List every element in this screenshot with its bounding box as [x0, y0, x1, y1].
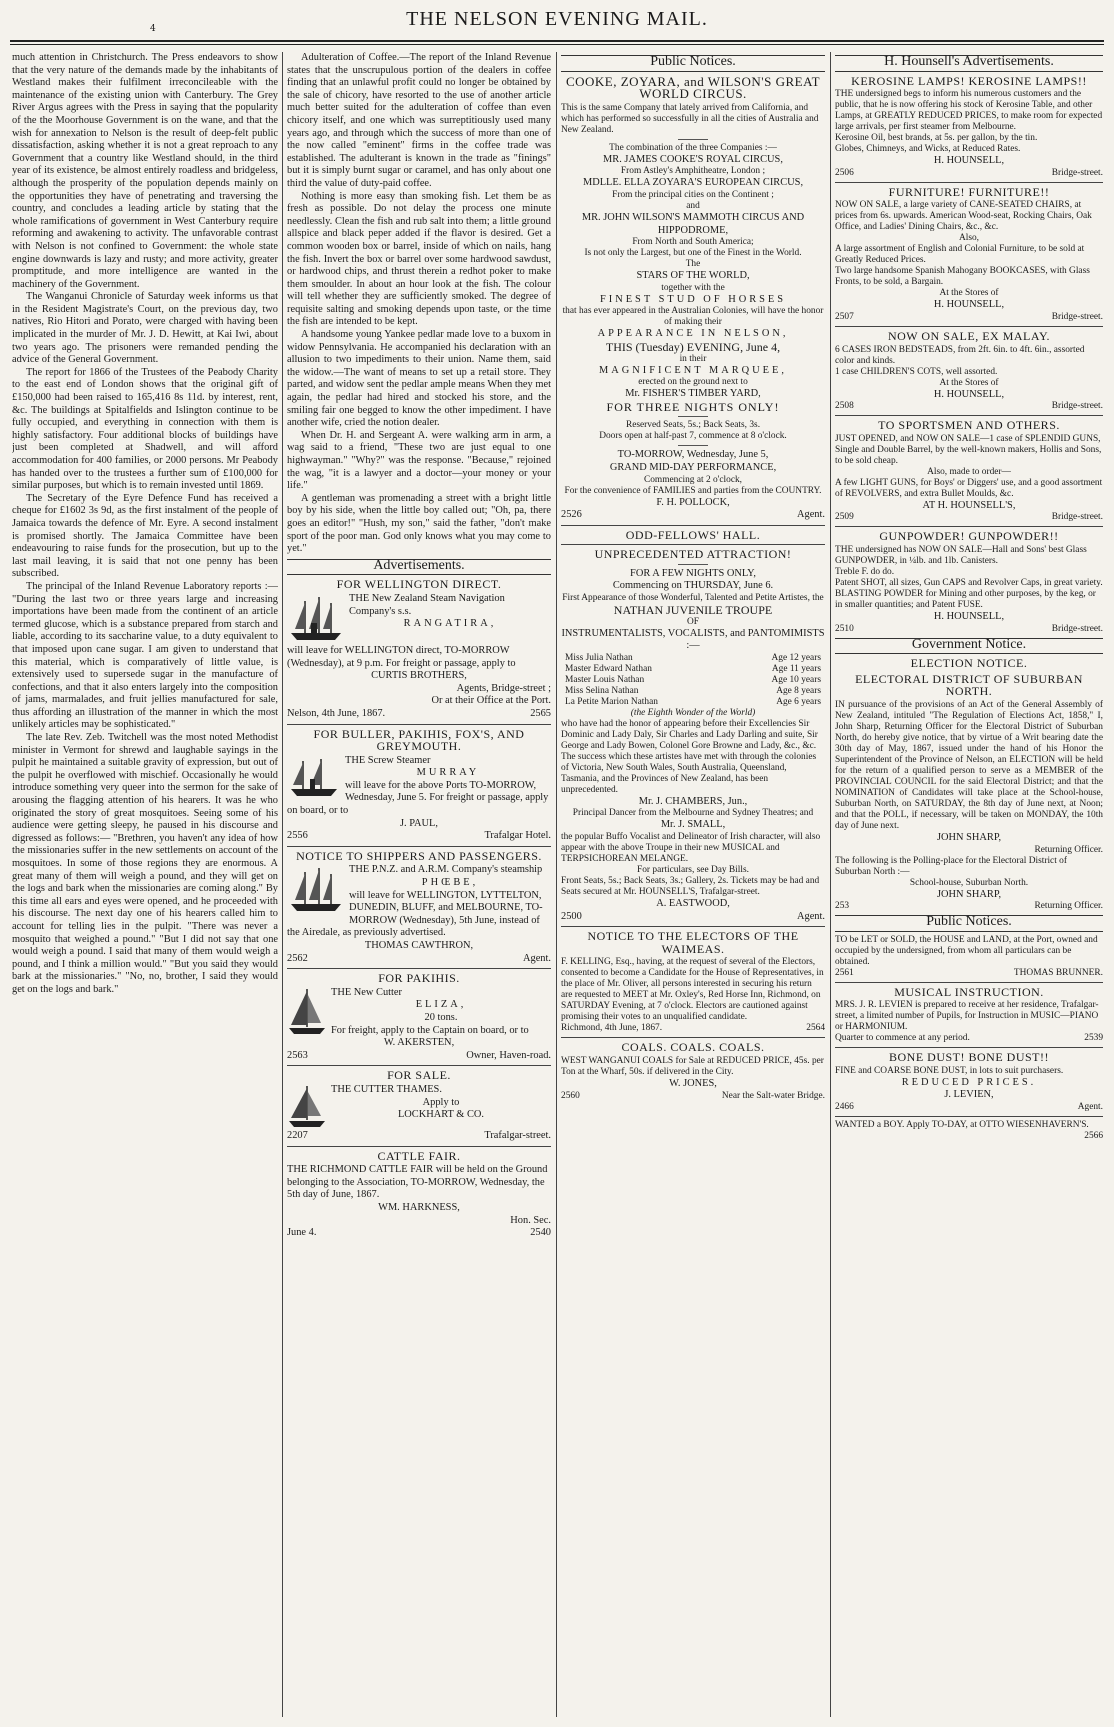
- ad-line: The: [685, 259, 701, 270]
- ad-malay: [835, 330, 1103, 412]
- ad-number: 2565: [530, 707, 551, 719]
- ad-line: Reserved Seats, 5s.; Back Seats, 3s.: [625, 420, 761, 431]
- ad-line: For particulars, see Day Bills.: [637, 865, 749, 876]
- ad-line: MAGNIFICENT MARQUEE,: [599, 364, 787, 376]
- ad-agent: W. JONES,: [669, 1078, 717, 1089]
- ad-line: Mr. FISHER'S TIMBER YARD,: [625, 388, 761, 400]
- ad-line: REDUCED PRICES.: [901, 1076, 1037, 1088]
- ad-title: ELECTION NOTICE.: [910, 656, 1028, 671]
- ad-place: Bridge-street.: [1051, 311, 1103, 322]
- ad-line: School-house, Suburban North.: [909, 877, 1029, 888]
- ad-number: 2466: [835, 1102, 854, 1113]
- ad-title: KEROSINE LAMPS! KEROSINE LAMPS!!: [851, 73, 1087, 88]
- ad-election: [835, 657, 1103, 912]
- ad-date: Richmond, 4th June, 1867.: [561, 1023, 663, 1034]
- cast-row: Miss Selina Nathan Age 8 years: [565, 685, 821, 696]
- ad-title: NOTICE TO SHIPPERS AND PASSENGERS.: [296, 848, 542, 863]
- ad-line: At the Stores of: [939, 377, 999, 388]
- ad-line: THIS (Tuesday) EVENING, June 4,: [605, 339, 781, 354]
- ad-line: Commencing at 2 o'clock,: [643, 474, 743, 485]
- ad-body: WEST WANGANUI COALS for Sale at REDUCED PRICE, 45s. per Ton at the Wharf, 50s. if delivered in the City.: [561, 1056, 824, 1077]
- ad-line: Also,: [958, 233, 980, 244]
- ad-furniture: [835, 186, 1103, 323]
- ad-apply: Apply to: [422, 1096, 460, 1108]
- ad-title: NOW ON SALE, EX MALAY.: [887, 328, 1051, 343]
- ad-role: Agent.: [1077, 1102, 1103, 1113]
- ad-line: GRAND MID-DAY PERFORMANCE,: [609, 461, 777, 473]
- ad-number: 2540: [530, 1227, 551, 1239]
- ad-number: 2509: [835, 512, 854, 523]
- ad-body: JUST OPENED, and NOW ON SALE—1 case of SPLENDID GUNS, Single and Double Barrel, by the well-known makers, Hollis and Sons, to be sold cheap.: [835, 433, 1102, 466]
- ad-agent: THOMAS BRUNNER.: [1013, 967, 1103, 978]
- ship-tonnage: 20 tons.: [424, 1011, 458, 1023]
- section-heading: Advertisements.: [287, 559, 551, 576]
- ad-line: INSTRUMENTALISTS, VOCALISTS, and PANTOMIMISTS :—: [561, 627, 825, 652]
- ad-line: Globes, Chimneys, and Wicks, at Reduced Rates.: [835, 144, 1021, 155]
- ad-boy: [835, 1120, 1103, 1142]
- ad-number: 2508: [835, 401, 854, 412]
- ad-title: COOKE, ZOYARA, and WILSON'S GREAT WORLD CIRCUS.: [565, 73, 821, 102]
- masthead-rule-thin: [10, 44, 1104, 45]
- ad-place: Trafalgar-street.: [484, 1129, 551, 1141]
- ad-place: Bridge-street.: [1051, 167, 1103, 178]
- ad-number: 2500: [561, 910, 582, 922]
- ad-number: 2564: [806, 1023, 825, 1034]
- article-paragraph: The report for 1866 of the Trustees of the Peabody Charity to the east end of London shows that the original gift of £150,000 had been raised to 165,416 8s 11d. by interest, rent, &c. The buildings at Spitalfields and Islington continue to be fully occupied, and everything in connection with them is highly satisfactory. Four additional blocks of buildings have just been completed at Shadwell, and will afford accommodation for 400 families, or 2000 persons. Mr Peabody has handed over to the trustees a further sum of £100,000 for similar purposes, but which is to remain invested until 1869.: [12, 366, 278, 492]
- ad-text: THE New Cutter: [331, 986, 402, 998]
- ad-title: TO SPORTSMEN AND OTHERS.: [878, 418, 1060, 433]
- ad-agent: H. HOUNSELL,: [933, 610, 1005, 622]
- ad-number: 2506: [835, 167, 854, 178]
- ad-line: 1 case CHILDREN'S COTS, well assorted.: [835, 366, 998, 377]
- ad-agent: LOCKHART & CO.: [397, 1109, 485, 1121]
- cast-row: Master Edward Nathan Age 11 years: [565, 663, 821, 674]
- ad-title: FOR PAKIHIS.: [378, 971, 460, 986]
- ad-line: For the convenience of FAMILIES and parties from the COUNTRY.: [564, 485, 822, 496]
- ad-title: COALS. COALS. COALS.: [621, 1040, 765, 1055]
- ad-bone: [835, 1051, 1103, 1113]
- ad-title: BONE DUST! BONE DUST!!: [889, 1050, 1049, 1065]
- ad-role: Agent.: [797, 910, 825, 922]
- ad-line: BLASTING POWDER for Mining and other purposes, by the keg, or in smaller quantities; and Patent FUSE.: [835, 588, 1096, 610]
- cast-row: Miss Julia Nathan Age 12 years: [565, 652, 821, 663]
- ad-line: FOR THREE NIGHTS ONLY!: [606, 399, 780, 414]
- ad-line: Commencing on THURSDAY, June 6.: [612, 580, 774, 592]
- ad-body: For freight, apply to the Captain on board, or to: [331, 1024, 529, 1036]
- ad-title: FURNITURE! FURNITURE!!: [888, 184, 1050, 199]
- column-3: [561, 52, 825, 1717]
- ad-place: Trafalgar Hotel.: [484, 830, 551, 842]
- ad-body: MRS. J. R. LEVIEN is prepared to receive at her residence, Trafalgar-street, a limited number of Pupils, for Instruction in MUSIC—PIANO or HARMONIUM.: [835, 1000, 1099, 1033]
- ad-line: FOR A FEW NIGHTS ONLY,: [630, 567, 756, 579]
- ad-body: IN pursuance of the provisions of an Act of the General Assembly of New Zealand, intituled "The Regulation of Elections Act, 1858," I, John Sharp, Returning Officer for the Electoral District of Suburban North, do hereby give notice, that by virtue of a Writ bearing date the 30th day of May, 1867, issued under the hand of his Honor the Superintendent of the Province of Nelson, an ELECTION will be held for the return of a qualified person to serve as a MEMBER of the PROVINCIAL COUNCIL for the said Electoral District; and that the NOMINATION of Candidates will take place at the School-house, Suburban North, on SATURDAY, the 8th day of June next, at Noon; and that the POLL, if necessary, will be taken on MONDAY, the 10th day of June next.: [835, 699, 1103, 831]
- ad-body: FINE and COARSE BONE DUST, in lots to suit purchasers.: [835, 1065, 1064, 1076]
- ship-name: MURRAY: [416, 767, 480, 779]
- ad-number: 2507: [835, 311, 854, 322]
- ad-coals: [561, 1041, 825, 1101]
- ad-body: TO be LET or SOLD, the HOUSE and LAND, at the Port, owned and occupied by the undersigned, from whom all particulars can be obtained.: [835, 934, 1098, 967]
- ad-buller: [287, 728, 551, 843]
- ad-number: 2207: [287, 1129, 308, 1141]
- ad-place: Bridge-street.: [1051, 401, 1103, 412]
- ad-oddfellows: [561, 529, 825, 924]
- ad-text: THE Screw Steamer: [345, 754, 431, 766]
- ad-text: THE New Zealand Steam Navigation Company's s.s.: [349, 592, 505, 617]
- page-mark: 4: [150, 24, 156, 34]
- ad-title: FOR SALE.: [387, 1068, 451, 1083]
- ad-line: Two large handsome Spanish Mahogany BOOKCASES, with Glass Fronts, to be sold, a Bargain.: [835, 266, 1090, 288]
- article-paragraph: A gentleman was promenading a street with a bright little boy by his side, when the little boy called out; "Oh, pa, there goes an editor!" "Hush, my son," said the father, "don't make sport of the poor man. God only knows what you may come to yet.": [287, 492, 551, 555]
- ad-line: From the principal cities on the Continent ;: [612, 189, 774, 200]
- ad-body: WANTED a BOY. Apply TO-DAY, at OTTO WIESENHAVERN'S.: [835, 1120, 1089, 1131]
- ad-line: At the Stores of: [939, 288, 999, 299]
- ad-number: 2556: [287, 830, 308, 842]
- cutter-icon: [287, 987, 327, 1037]
- ad-agent: F. H. POLLOCK,: [656, 496, 730, 508]
- ad-body: THE RICHMOND CATTLE FAIR will be held on the Ground belonging to the Association, TO-MORROW, Wednesday, the 5th day of June, 1867.: [287, 1164, 548, 1201]
- ad-line: that has ever appeared in the Australian Colonies, will have the honor of making their: [562, 306, 824, 328]
- ad-number: 253: [835, 901, 850, 912]
- ad-body: NOW ON SALE, a large variety of CANE-SEATED CHAIRS, at prices from 6s. upwards. American Wood-seat, Rocking Chairs, Oak Office, and Ladies' Dining Chairs, &c., &c.: [835, 200, 1092, 233]
- article-paragraph: The principal of the Inland Revenue Laboratory reports :— "During the last two or three years large and increasing importations have been made from the continent of an article termed glucose, which is a substance prepared from starch and liable, according to its saccharine value, to a duty equivalent to that imposed upon cane sugar. I am given to understand that this material, which is comparatively of little value, is extensively used to supersede sugar in the manufacture of confections, and that it also enters largely into the composition of jams, marmalades, and fruit jellies manufactured for sale, thus affording an illustration of the manner in which the most unlikely articles may be sophisticated.": [12, 580, 278, 731]
- column-2: [287, 52, 551, 1717]
- section-heading: Public Notices.: [835, 915, 1103, 932]
- ad-date: Nelson, 4th June, 1867.: [287, 707, 386, 719]
- ad-line: ELECTORAL DISTRICT OF SUBURBAN NORTH.: [855, 671, 1083, 699]
- ad-title: ODD-FELLOWS' HALL.: [625, 527, 761, 542]
- steamship-icon: [287, 593, 345, 645]
- article-paragraph: much attention in Christchurch. The Press endeavors to show that the very nature of the demands made by the inhabitants of Westland makes their fulfilment irreconcileable with the maintenance of the existing union with Canterbury. The Grey River Argus agrees with the Press in saying that the popularity of the the Moorhouse Government is on the wane, and that the wish for annexation to Nelson is the result of deep-felt public dissatisfaction, asking whether it is not a great reproach to any Government that a country like Westland should, in the third year of its existence, be almost entirely roadless and bridgeless, although the prosperity of the population depends mainly on the opportunities they have of penetrating and traversing the country, and concludes a leading article by stating that the whole ramifications of government in West Canterbury require reforming and awakening to activity. The unfavorable contrast with Nelson is not confined to Government: the whole state engine downwards is lazy and rusty; and more activity, greater promptitude, and more intelligence are wanted in the machinery of the Government.: [12, 52, 278, 290]
- ad-title: CATTLE FAIR.: [377, 1148, 461, 1163]
- ad-house: [835, 935, 1103, 979]
- steamship-icon: [287, 864, 345, 916]
- article-paragraph: A handsome young Yankee pedlar made love to a buxom in widow Pennsylvania. He accompanied his declaration with an allusion to two impediments to their union. Name them, said the widow.—The want of means to set up a retail store. They parted, and widow sent the pedlar ample means When they met again, the pedlar had hired and stocked his store, and the smiling fair one begged to know the other impediment. I have another wife, cried the notion dealer.: [287, 329, 551, 429]
- ad-body: 6 CASES IRON BEDSTEADS, from 2ft. 6in. to 4ft. 6in., assorted color and kinds.: [835, 344, 1085, 366]
- ad-line: UNPRECEDENTED ATTRACTION!: [594, 547, 792, 562]
- ad-line: Mr. J. SMALL,: [660, 819, 726, 831]
- ad-title: FOR BULLER, PAKIHIS, FOX'S, AND GREYMOUTH.: [313, 726, 525, 754]
- ad-agent-detail: Agents, Bridge-street ;: [456, 682, 551, 694]
- ad-line: STARS OF THE WORLD,: [636, 270, 750, 282]
- ad-agent: J. LEVIEN,: [944, 1089, 994, 1101]
- ad-line: MR. JOHN WILSON'S MAMMOTH CIRCUS AND HIPPODROME,: [581, 211, 805, 236]
- ad-role: Agent.: [523, 952, 551, 964]
- article-paragraph: Adulteration of Coffee.—The report of the Inland Revenue states that the unscrupulous portion of the dealers in coffee finding that an unlawful profit could no longer be obtained by the sale of chicory, have resorted to the use of another article much better suited for the adulteration of coffee than even chicory itself, and one which was surreptitiously used many years ago, and through which the success of more than one of the now called "eminent" firms in the coffee trade was established. The adulterant is known in the trade as "finings" but it is simply burnt sugar or caramel, and has only about one third the value of duty-paid coffee.: [287, 52, 551, 189]
- ad-place: Bridge-street.: [1051, 512, 1103, 523]
- ad-number: 2566: [1084, 1131, 1103, 1142]
- cast-row: La Petite Marion Nathan Age 6 years: [565, 696, 821, 707]
- ad-date: June 4.: [287, 1227, 317, 1239]
- ad-number: 2539: [1084, 1033, 1103, 1044]
- ad-body: will leave for WELLINGTON, LYTTELTON, DUNEDIN, BLUFF, and MELBOURNE, TO-MORROW (Wednesday), 5th June, instead of the Airedale, as previously advertised.: [287, 889, 543, 939]
- column-1: [12, 52, 278, 1717]
- ad-body: will leave for WELLINGTON direct, TO-MORROW (Wednesday), at 9 p.m. For freight or passage, apply to: [287, 644, 516, 669]
- ad-line: The following is the Polling-place for the Electoral District of Suburban North :—: [835, 855, 1067, 877]
- ad-line: Patent SHOT, all sizes, Gun CAPS and Revolver Caps, in great variety.: [835, 577, 1103, 588]
- ad-role: Returning Officer.: [1034, 844, 1103, 855]
- article-paragraph: The late Rev. Zeb. Twitchell was the most noted Methodist minister in Vermont for shrewd and laughable sayings in the pulpit he maintained a suitable gravity of expression, but out of the pulpit he overflowed with mischief. Occasionally he would introduce something very queer into the sermon for the sake of arousing the flagging attention of his hearers. It was he who originated the story of great mosquitoes. Seeing some of his audience were getting sleepy, he paused in his discourse and digressed as follows:— "Brethren, you haven't any idea of how the missionaries suffer in the new settlements on account of the mosquitoes. In some of those regions they are enormous. A great many of them will weigh a pound, and they will get on the logs and bark when the missionaries are coming along." By this time all ears and eyes were opened, and he proceeded with his discourse. The next day one of his hearers called him to account for telling lies in the pulpit. "There was never a mosquito that weighed a pound." "But I did not say that one would weigh a pound. I said that many of them would weigh a pound, and I think a million would." "But you said they would bark at the missionaries." "No, no, brother, I said they would get on the logs and bark.": [12, 732, 278, 995]
- ad-line: together with the: [661, 282, 725, 293]
- ad-line: NATHAN JUVENILE TROUPE: [613, 603, 773, 618]
- ad-line: FINEST STUD OF HORSES: [599, 293, 787, 305]
- article-paragraph: Nothing is more easy than smoking fish. Let them be as fresh as possible. Do not delay the process one minute needlessly. Clean the fish and rub salt into them; a little ground allspice and black peper added if the flavor is desired. Get a common wooden box or barrel, inside of which on nails, hang the fish. Invert the box or barrel over some hardwood sawdust, or hardwood chips, and thrust therein a redhot poker to make them smoulder. In about an hour look at the fish. The colour will tell whether they are sufficiently smoked. The degree of requisite salting and smoking depends upon taste, or the time the fish are intended to be kept.: [287, 190, 551, 328]
- ad-line: Doors open at half-past 7, commence at 8 o'clock.: [599, 431, 787, 442]
- ad-circus: [561, 73, 825, 522]
- masthead-rule: [10, 40, 1104, 42]
- ad-pakihis: [287, 972, 551, 1062]
- ad-number: 2510: [835, 623, 854, 634]
- ad-line: From North and South America;: [632, 237, 754, 248]
- ad-body: THE undersigned has NOW ON SALE—Hall and Sons' best Glass GUNPOWDER, in ¼lb. and 1lb. Canisters.: [835, 544, 1087, 566]
- ad-agent: J. PAUL,: [399, 817, 438, 829]
- ad-agent: JOHN SHARP,: [936, 888, 1002, 900]
- ad-line: MDLLE. ELLA ZOYARA'S EUROPEAN CIRCUS,: [582, 177, 804, 189]
- column-4: [835, 52, 1103, 1717]
- ad-body: will leave for the above Ports TO-MORROW, Wednesday, June 5. For freight or passage, apply on board, or to: [287, 779, 549, 817]
- section-heading: Government Notice.: [835, 638, 1103, 655]
- ad-line: Principal Dancer from the Melbourne and Sydney Theatres; and: [572, 808, 814, 819]
- ad-title: NOTICE TO THE ELECTORS OF THE WAIMEAS.: [587, 929, 799, 956]
- column-rule: [282, 52, 283, 1717]
- ad-role: Owner, Haven-road.: [466, 1049, 551, 1061]
- ad-shippers: [287, 850, 551, 965]
- ad-line: in their: [679, 353, 707, 364]
- ad-number: 2526: [561, 509, 582, 521]
- ad-line: TO-MORROW, Wednesday, June 5,: [617, 449, 769, 461]
- ad-line: A large assortment of English and Colonial Furniture, to be sold at Greatly Reduced Prices.: [835, 244, 1085, 266]
- ad-agent: WM. HARKNESS,: [378, 1201, 460, 1213]
- ad-number: 2560: [561, 1090, 580, 1101]
- ad-kerosine: [835, 75, 1103, 179]
- ad-line: Quarter to commence at any period.: [835, 1033, 970, 1044]
- ad-line: Kerosine Oil, best brands, at 5s. per gallon, by the tin.: [835, 133, 1038, 144]
- ad-role: Returning Officer.: [1034, 901, 1103, 912]
- ad-wellington: [287, 578, 551, 720]
- ad-line: Also, made to order—: [927, 466, 1011, 477]
- ad-number: 2561: [835, 967, 854, 978]
- column-rule: [556, 52, 557, 1717]
- ad-line: MR. JAMES COOKE'S ROYAL CIRCUS,: [603, 153, 783, 165]
- masthead-title: THE NELSON EVENING MAIL.: [406, 8, 708, 30]
- column-rule: [830, 52, 831, 1717]
- ad-agent: H. HOUNSELL,: [933, 299, 1005, 311]
- ad-office: Or at their Office at the Port.: [431, 695, 551, 707]
- article-paragraph: The Secretary of the Eyre Defence Fund has received a cheque for £1602 3s 9d, as the first instalment of the people of Jamaica towards the defence of Mr. Eyre. A second instalment is promised shortly. The Jamaica Committee have been endeavouring to raise funds for the prosecution, but up to the last mail leaving, it is said that not one penny has been subscribed.: [12, 492, 278, 580]
- ad-agent: H. HOUNSELL,: [933, 155, 1005, 167]
- ad-title: GUNPOWDER! GUNPOWDER!!: [879, 529, 1059, 544]
- ad-agent: W. AKERSTEN,: [383, 1037, 455, 1049]
- ad-line: the popular Buffo Vocalist and Delineator of Irish character, will also appear with the above Troupe in their new MUSICAL and TERPSICHOREAN MELANGE.: [561, 832, 821, 865]
- ad-text: THE P.N.Z. and A.R.M. Company's steamship: [349, 864, 543, 876]
- ship-name: PHŒBE,: [421, 877, 479, 889]
- ad-title: MUSICAL INSTRUCTION.: [894, 984, 1044, 999]
- ad-electors: [561, 930, 825, 1034]
- ship-name: ELIZA,: [415, 999, 467, 1011]
- section-heading: Public Notices.: [561, 55, 825, 72]
- ad-music: [835, 986, 1103, 1045]
- ad-line: The combination of the three Companies :—: [609, 142, 777, 153]
- cast-row: Master Louis Nathan Age 10 years: [565, 674, 821, 685]
- ad-agent: AT H. HOUNSELL'S,: [922, 499, 1016, 511]
- ad-line: Front Seats, 5s.; Back Seats, 3s.; Gallery, 2s. Tickets may be had and Seats secured at Mr. HOUNSELL'S, Trafalgar-street.: [561, 876, 820, 898]
- ad-gunpowder: [835, 530, 1103, 634]
- ad-forsale: [287, 1069, 551, 1142]
- article-paragraph: The Wanganui Chronicle of Saturday week informs us that in the Resident Magistrate's Court, on the previous day, two natives, Rio Hitori and Porato, were charged with having been implicated in the murder of Mr. J. D. Hewitt, at Kai Iwi, about two years ago. The prisoners were remanded pending the advice of the General Government.: [12, 291, 278, 366]
- ad-intro: This is the same Company that lately arrived from California, and which has performed so successfully in all the cities of Australia and New Zealand.: [561, 102, 819, 135]
- ad-body: THE undersigned begs to inform his numerous customers and the public, that he is now offering his stock of Kerosine Table, and other Lamps, at GREATLY REDUCED PRICES, to make room for expected large arrivals, per first steamer from Melbourne.: [835, 89, 1103, 133]
- ad-line: OF: [687, 616, 699, 627]
- ad-agent: JOHN SHARP,: [936, 831, 1002, 843]
- ad-agent: THOMAS CAWTHRON,: [364, 940, 474, 951]
- ad-number: 2563: [287, 1049, 308, 1061]
- ad-text: THE CUTTER THAMES.: [331, 1083, 442, 1095]
- ad-role: Hon. Sec.: [510, 1214, 551, 1226]
- ad-line: From Astley's Amphitheatre, London ;: [620, 166, 766, 177]
- ad-place: Near the Salt-water Bridge.: [721, 1090, 825, 1101]
- ad-sportsmen: [835, 419, 1103, 523]
- ad-line: Treble F. do do.: [835, 566, 895, 577]
- ad-agent: A. EASTWOOD,: [656, 898, 730, 910]
- ship-name: RANGATIRA,: [403, 618, 497, 630]
- ad-line: erected on the ground next to: [638, 377, 748, 388]
- ad-line: Is not only the Largest, but one of the Finest in the World.: [584, 248, 802, 259]
- ad-body: F. KELLING, Esq., having, at the request of several of the Electors, consented to become a Candidate for the House of Representatives, in the place of Mr. Oliver, all persons interested in securing his return are requested to MEET at Mr. Oxley's, Red Horse Inn, Richmond, on SATURDAY Evening, at 7 o'clock. Electors are cautioned against promising their votes to an unqualified candidate.: [561, 957, 824, 1023]
- ad-line: Mr. J. CHAMBERS, Jun.,: [638, 795, 748, 807]
- ad-line: and: [686, 200, 700, 211]
- ad-place: Bridge-street.: [1051, 623, 1103, 634]
- ad-line: (the Eighth Wonder of the World): [630, 707, 756, 718]
- ad-agent: CURTIS BROTHERS,: [371, 670, 467, 682]
- section-heading: H. Hounsell's Advertisements.: [835, 55, 1103, 72]
- ad-line: who have had the honor of appearing before their Excellencies Sir Dominic and Lady Daly, Sir Charles and Lady Darling and suite, Sir George and Lady Bowen, Colonel Gore Browne and Lady, &c., &c.: [561, 718, 818, 751]
- ad-line: First Appearance of those Wonderful, Talented and Petite Artistes, the: [562, 593, 824, 604]
- ad-role: Agent.: [797, 509, 825, 521]
- article-paragraph: When Dr. H. and Sergeant A. were walking arm in arm, a wag said to a friend, "These two are just equal to one highwayman." "Why?" was the response. "Because," rejoined the wag, "it is a lawyer and a doctor—your money or your life.": [287, 429, 551, 492]
- ad-agent: H. HOUNSELL,: [933, 388, 1005, 400]
- ad-line: APPEARANCE IN NELSON,: [597, 328, 789, 340]
- ad-line: The success which these artistes have met with through the colonies of Victoria, New South Wales, South Australia, Queensland, Tasmania, and the Provinces of New Zealand, has been unprecedented.: [561, 751, 817, 795]
- cutter-icon: [287, 1084, 327, 1130]
- ad-title: FOR WELLINGTON DIRECT.: [336, 577, 502, 592]
- ad-line: A few LIGHT GUNS, for Boys' or Diggers' use, and a good assortment of REVOLVERS, and extra Bullet Moulds, &c.: [835, 477, 1103, 499]
- ad-number: 2562: [287, 952, 308, 964]
- steamship-icon: [287, 755, 341, 799]
- ad-cattle: [287, 1150, 551, 1240]
